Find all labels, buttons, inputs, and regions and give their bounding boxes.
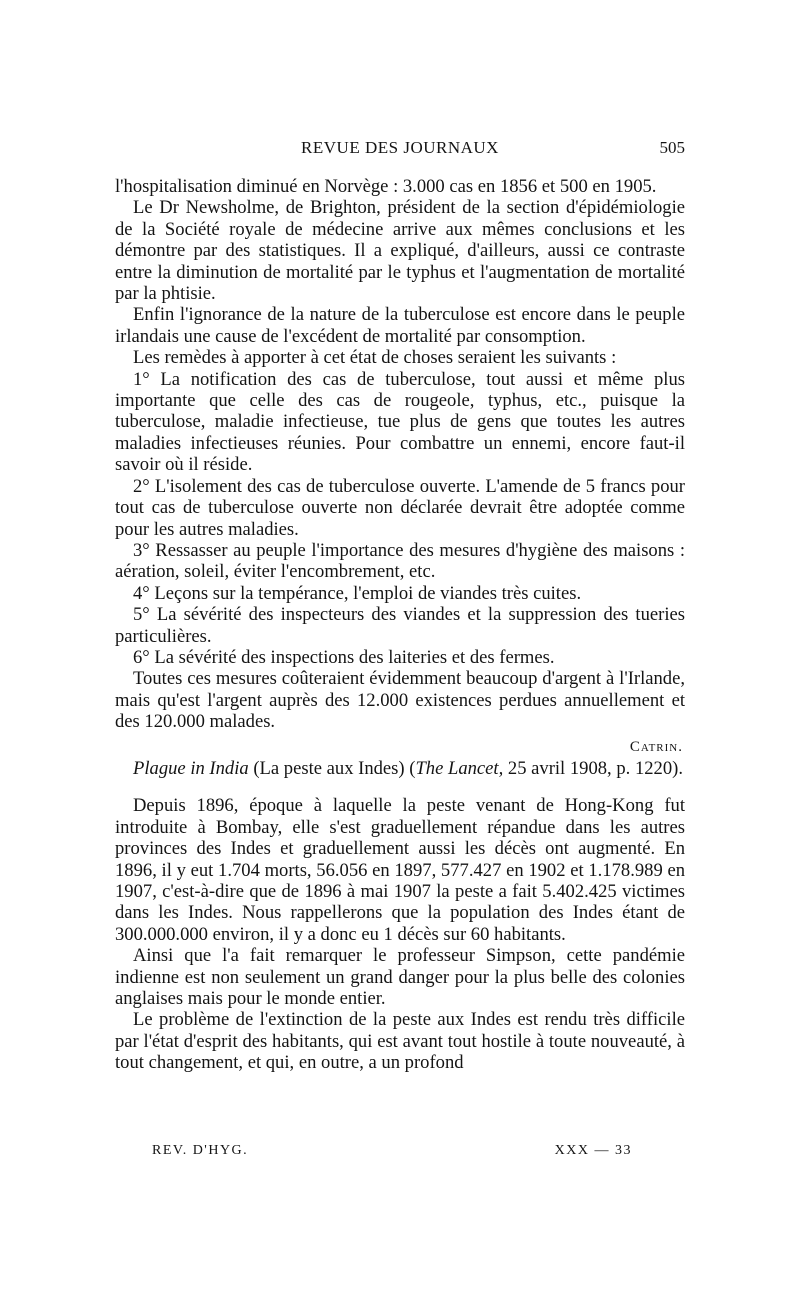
paragraph: Ainsi que l'a fait remarquer le professeur Simpson, cette pandémie indienne est non seulement un grand danger pour la plus belle des colonies anglaises mais pour le monde entier. [115, 945, 685, 1010]
journal-abbreviation: REV. D'HYG. [152, 1143, 249, 1158]
article-title: Plague in India [133, 757, 249, 779]
author-signature: Catrin. [629, 738, 683, 755]
citation: 25 avril 1908, p. 1220). [503, 757, 683, 779]
article-title-translation: (La peste aux Indes) ( [248, 757, 416, 779]
article-heading [115, 758, 685, 779]
page-number: 505 [659, 138, 685, 157]
paragraph: Le Dr Newsholme, de Brighton, président de la section d'épidémiologie de la Société royale de médecine arrive aux mêmes conclusions et les démontre par des statistiques. Il a expliqué, d'ailleurs, aussi ce contraste entre la diminution de mortalité par le typhus et l'augmentation de mortalité par la phtisie. [115, 197, 685, 305]
page-header [115, 138, 685, 164]
page-body [115, 176, 685, 1074]
list-item: 1° La notification des cas de tuberculose, tout aussi et même plus importante que celle des cas de rougeole, typhus, etc., puisque la tuberculose, maladie infectieuse, tue plus de gens que toutes les autres maladies infectieuses réunies. Pour combattre un ennemi, encore faut-il savoir où il réside. [115, 368, 685, 476]
list-item: 5° La sévérité des inspecteurs des viandes et la suppression des tueries particulières. [115, 604, 685, 647]
paragraph: Le problème de l'extinction de la peste aux Indes est rendu très difficile par l'état d'esprit des habitants, qui est avant tout hostile à toute nouveauté, à tout changement, et qui, en outre, a un profond [115, 1009, 685, 1074]
list-item: 4° Leçons sur la tempérance, l'emploi de viandes très cuites. [133, 582, 582, 604]
paragraph: Depuis 1896, époque à laquelle la peste venant de Hong-Kong fut introduite à Bombay, elle s'est graduellement répandue dans les autres provinces des Indes et graduellement aussi les décès ont augmenté. En 1896, il y eut 1.704 morts, 56.056 en 1897, 577.427 en 1902 et 1.178.989 en 1907, c'est-à-dire que de 1896 à mai 1907 la peste a fait 5.402.425 victimes dans les Indes. Nous rappellerons que la population des Indes étant de 300.000.000 environ, il y a donc eu 1 décès sur 60 habitants. [115, 795, 685, 945]
paragraph: Enfin l'ignorance de la nature de la tuberculose est encore dans le peuple irlandais une cause de l'excédent de mortalité par consomption. [115, 304, 685, 347]
paragraph: Les remèdes à apporter à cet état de choses seraient les suivants : [133, 347, 617, 369]
running-title: REVUE DES JOURNAUX [301, 138, 499, 157]
list-item: 2° L'isolement des cas de tuberculose ouverte. L'amende de 5 francs pour tout cas de tuberculose ouverte non déclarée devrait être adoptée comme pour les autres maladies. [115, 475, 685, 540]
journal-name: The Lancet, [415, 757, 504, 779]
page-footer [152, 1143, 632, 1165]
list-item: 3° Ressasser au peuple l'importance des mesures d'hygiène des maisons : aération, soleil, éviter l'encombrement, etc. [115, 539, 685, 583]
list-item: 6° La sévérité des inspections des laiteries et des fermes. [133, 646, 555, 668]
paragraph: l'hospitalisation diminué en Norvège : 3.000 cas en 1856 et 500 en 1905. [115, 176, 657, 197]
paragraph: Toutes ces mesures coûteraient évidemment beaucoup d'argent à l'Irlande, mais qu'est l'argent auprès des 12.000 existences perdues annuellement et des 120.000 malades. [115, 668, 685, 733]
volume-signature: XXX — 33 [554, 1143, 632, 1158]
